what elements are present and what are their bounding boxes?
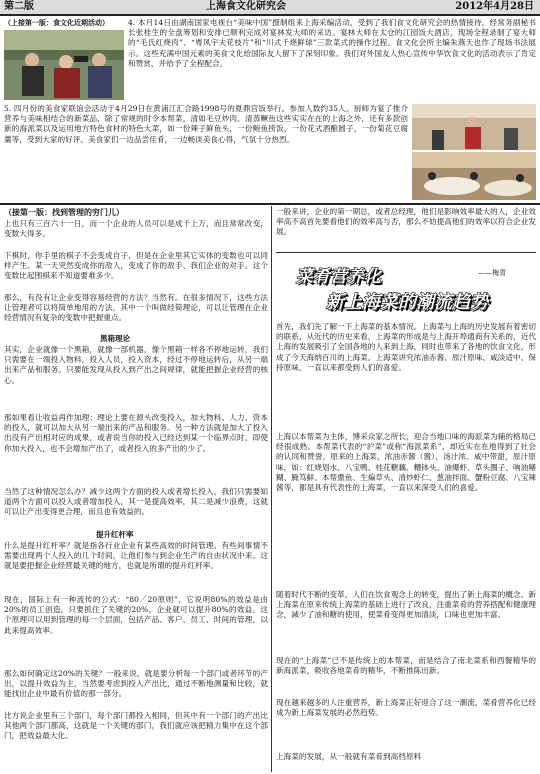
mgmt-para-7: 什么是提升红杆率？就是指各行业企业有某些高效的时间管理、有些间事情不需要出现两个人投入的几个时间，让他们参与到企业生产的自由状况中来。这就是要把握企业经营最关键的地方，也就是所谓的提升红杆率。 xyxy=(4,541,268,571)
mgmt-title: （接第一版：找到管理的穷门儿） xyxy=(4,207,124,217)
article-para-6: 上海菜的发展，从一般就有菜肴到高档原料 xyxy=(276,752,422,761)
mgmt-para-10: 比方说企业里有三个部门，每个部门都投入相同，但其中有一个部门的产出比其他两个部门都高，这就是一个关键的部门，我们就应该把精力集中在这个部门，把效益最大化。 xyxy=(4,711,268,741)
mgmt-subhead-1: 黑箱理论 xyxy=(100,334,130,343)
column-divider xyxy=(271,206,272,772)
article-para-5: 现在越来越多的人注重营养，新上海菜正好迎合了这一潮流，菜肴营养化已经成为新上海菜发展的必然趋势。 xyxy=(276,698,536,718)
section-label: （上接第一版：食文化近期活动） xyxy=(4,18,109,27)
mgmt-para-3: 那么，有没有让企业变得容易经营的方法？当然有。在很多情况下，这些方法让管理者可以将简单地用的方法，其中一个叫做经简理论，可以让管理在企业经营情况有复杂的变数中把握重点。 xyxy=(4,293,268,323)
article-para-4: 现在的“上海菜”已不是传统上的本帮菜，而是结合了南北菜系和西餐精华的新海派菜，吸收各地菜肴的精华，不断推陈出新。 xyxy=(276,656,536,676)
article-divider xyxy=(276,252,536,253)
photo-dinner-tables xyxy=(412,152,536,200)
news-item-5: 5. 四月份的美食家联谊会活动于4月29日在黄浦江汇合路1998号的夏鼎宫饭举行。参加人数约35人。厨师为宴了推介营养与美味相结合的新菜品，除了常规的时令本帮菜，清如毛豆炒肉、清蒸鳜鱼这些实实在在的上海之外，还有多款创新的海派菜以及运用地方特色食材的特色大菜，如一份辣子鲜鱼头，一份鲍鱼捞饭，一份花式酒酿圆子，一份菊花豆腐羹等，受到大家的好评。美食家们一边品尝佳肴，一边畅谈美食心得，气氛十分热烈。 xyxy=(4,104,408,144)
section-divider xyxy=(0,203,540,205)
mgmt-para-8: 现在，国际上有一种流传的公式：“80／20原则”，它说明80%的效益是由20%的员工创造，只要抓住了关键的20%，企业就可以提升80%的效益。这个原理可以用到管理的每一个层面，包括产品、客户、员工、时间的管理，以此来提高效率。 xyxy=(4,595,268,635)
header-rule xyxy=(0,14,540,16)
mgmt-para-1: 上也只有三百六十一日，而一个企业的人员可以是成千上万，而且常常改变，变数大得多。 xyxy=(4,219,268,239)
mgmt-continued: 一般来讲，企业的第一期总，或者总经理，他们是影响效率最大的人，企业效率高不高首先要看他们的效率高与否，那么不妨提高他们的效率以符合企业发展。 xyxy=(276,207,536,237)
article-para-1: 首先，我们先了解一下上海菜的基本情况。上海菜与上海的历史发展有着密切的联系，从近代的历史来看，上海菜的形成是与上海开埠通商有关系的，近代上海的发展吸引了全国各地的人来到上海，同时也带来了各地的饮食文化，形成了今天海纳百川的上海菜。上海菜讲究浓油赤酱、原汁原味、咸淡适中、保持原味，一直以来都受到人们的喜爱。 xyxy=(276,322,536,372)
mgmt-para-5: 那如果看让收益再作加理；理论上要在源头改变投入，加大物料、人力、资本的投入，就可以加大从另一端出来的产品和服务。另一种方法就是加大了投入出没有产出相对应的成果，或者说当你的投入已经达到某一个临界点时，即使你加大投入，也不会增加产出了，或者投入的多产出的少了。 xyxy=(4,413,268,453)
mgmt-para-2: 下棋时，你手里的棋子不会变成自子，但是在企业里其它实体的变数也可以同样产生。某一天突然变成你的敌人，变成了你的敌手、我们企业的对手。这个变数比起围棋来不知道要难多少。 xyxy=(4,251,268,281)
article-para-2: 上海以本帮菜为主体，博采众家之所长，迎合当地口味的海派菜为辅的格局已经很成熟。本帮菜代表的“沪菜”或称“海派菜系”，却近实在在地得到了社会的认同和赞誉，原来的上海菜，浓油赤酱（酱）、汤汁浓、咸中带甜，原汁原味，如：红烧划水、八宝鸭、桂花糖藕、糟钵头、油爆虾、草头圈子、响油鳝糊、腌笃鲜、本帮熏鱼、生煸草头、清炒虾仁、葱油拌面、蟹粉豆腐、八宝辣酱等，都是具有代表性的上海菜，一直以来深受人们的喜爱。 xyxy=(276,432,536,493)
mgmt-subhead-2: 提升红杆率 xyxy=(96,530,134,539)
publication-date: 2012年4月28日 xyxy=(455,1,534,12)
article-title-line-2: 新上海菜的潮流趋势 xyxy=(326,292,488,313)
news-item-4: 4. 本月14日由湖南国家电视台“美味中国”摄制组来上海采编活动，受到了我们食文化研究会的热情接待，经常务副秘书长张桂生的全盘筹划和安排已顺利完成对宴林发大师的采访。宴林大师在太仓的江园饭大酒店，现场全程录制了宴大师的“毛氏红烧肉”、“粤风宇夫花枝片”和“川式千烧鲜球”三款菜式的操作过程。食文化会所主编朱燕天也作了现场书法展示。这些充满中国元素的美食文化给国际友人留下了深刻印象。我们对外国友人热心宣传中华饮食文化的活动表示了肯定和赞赏，并给予了全程配合。 xyxy=(128,18,536,68)
article-title-line-1: 菜肴营养化 xyxy=(296,267,381,287)
article-byline: ——梅青 xyxy=(478,269,507,277)
page-number: 第二版 xyxy=(4,1,34,12)
photo-interview xyxy=(4,30,124,100)
photo-dinner-speaker xyxy=(412,104,536,150)
mgmt-para-6: 当然了这种情况怎么办？减少这两个方面的投入或者增长投入，我们只需要知道两个方面可以投入或者增加投入，其一是提高效率，其二是减少浪费，这就可以让产出变得更合理，而且也有效益的。 xyxy=(4,487,268,517)
organization-name: 上海食文化研究会 xyxy=(206,1,286,12)
mgmt-para-9: 那么如何确定这20%的关键？一般来说，就是要分析每一个部门或者环节的产出，以提升效益为主，当然要考虑到投入产出比，通过不断地测量和比较，就能找出企业中最有价值的那一部分。 xyxy=(4,669,268,699)
article-para-3: 随着时代不断的变革，人们在饮食观念上的转变，提出了新上海菜的概念。新上海菜在原来传统上海菜的基础上进行了改良，注重菜肴的营养搭配和健康理念，减少了油和糖的使用，使菜肴变得更加清淡，口味也更加丰富。 xyxy=(276,590,536,620)
page-header xyxy=(0,0,540,14)
mgmt-para-4: 其实，企业就像一个黑箱，就像一部机器，像个黑箱一样各不停地运转，我们只需要在一端投入物料，投入人员，投入资本，经过不停地运转后，从另一端出来产品和服务。只要能发现从投入到产出之间规律，就能把握企业经营的核心。 xyxy=(4,345,268,385)
